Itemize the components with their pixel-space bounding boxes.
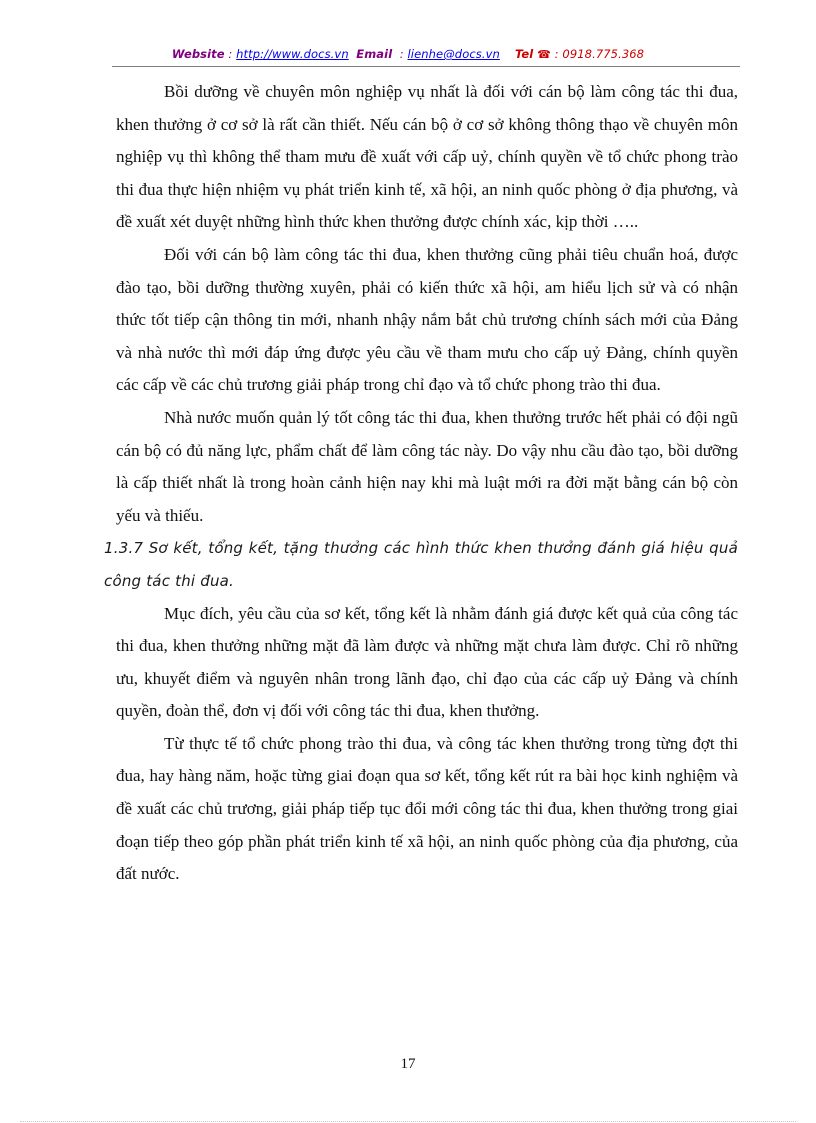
website-link[interactable]: http://www.docs.vn (236, 47, 349, 61)
page-number: 17 (400, 1056, 416, 1072)
phone-icon: ☎ (537, 48, 551, 61)
paragraph: Đối với cán bộ làm công tác thi đua, khen thưởng cũng phải tiêu chuẩn hoá, được đào tạo, bồi dưỡng thường xuyên, phải có kiến thức xã hội, am hiểu lịch sử và có nhận thức tốt tiếp cận thông tin mới, nhanh nhậy nắm bắt chủ trương chính sách mới của Đảng và nhà nước thì mới đáp ứng được yêu cầu về tham mưu cho cấp uỷ Đảng, chính quyền các cấp về các chủ trương giải pháp trong chỉ đạo và tổ chức phong trào thi đua. (116, 244, 738, 395)
paragraph: Bồi dưỡng về chuyên môn nghiệp vụ nhất là đối với cán bộ làm công tác thi đua, khen thưởng ở cơ sở là rất cần thiết. Nếu cán bộ ở cơ sở không thông thạo về chuyên môn nghiệp vụ thì không thể tham mưu đề xuất với cấp uỷ, chính quyền về tổ chức phong trào thi đua thực hiện nhiệm vụ phát triển kinh tế, xã hội, an ninh quốc phòng ở địa phương, và đề xuất xét duyệt những hình thức khen thưởng được chính xác, kịp thời ….. (116, 82, 738, 232)
paragraph: Mục đích, yêu cầu của sơ kết, tổng kết là nhằm đánh giá được kết quả của công tác thi đua, khen thưởng những mặt đã làm được và những mặt chưa làm được. Chỉ rõ những ưu, khuyết điểm và nguyên nhân trong lãnh đạo, chỉ đạo của các cấp uỷ Đảng và chính quyền, đoàn thể, đơn vị đối với công tác thi đua, khen thưởng. (116, 603, 738, 721)
page-header: Website : http://www.docs.vn Email : lienhe@docs.vn Tel ☎ : 0918.775.368 (171, 47, 645, 61)
paragraph: Nhà nước muốn quản lý tốt công tác thi đua, khen thưởng trước hết phải có đội ngũ cán bộ có đủ năng lực, phẩm chất để làm công tác này. Do vậy nhu cầu đào tạo, bồi dưỡng là cấp thiết nhất là trong hoàn cảnh hiện nay khi mà luật mới ra đời mặt bằng cán bộ còn yếu và thiếu. (116, 407, 738, 525)
section-heading: 1.3.7 Sơ kết, tổng kết, tặng thưởng các hình thức khen thưởng đánh giá hiệu quả công tác thi đua. (104, 539, 738, 590)
tel-label: Tel (514, 47, 534, 61)
page-bottom-divider (20, 1121, 796, 1122)
email-link[interactable]: lienhe@docs.vn (407, 47, 500, 61)
paragraph: Từ thực tế tổ chức phong trào thi đua, và công tác khen thưởng trong từng đợt thi đua, hay hàng năm, hoặc từng giai đoạn qua sơ kết, tổng kết rút ra bài học kinh nghiệm và đề xuất các chủ trương, giải pháp tiếp tục đổi mới công tác thi đua, khen thưởng trong giai đoạn tiếp theo góp phần phát triển kinh tế xã hội, an ninh quốc phòng của địa phương, của đất nước. (116, 733, 738, 884)
phone-number: 0918.775.368 (562, 47, 645, 61)
document-body (104, 76, 738, 891)
header-divider (112, 66, 740, 67)
email-label: Email (356, 47, 393, 61)
website-label: Website (171, 47, 225, 61)
